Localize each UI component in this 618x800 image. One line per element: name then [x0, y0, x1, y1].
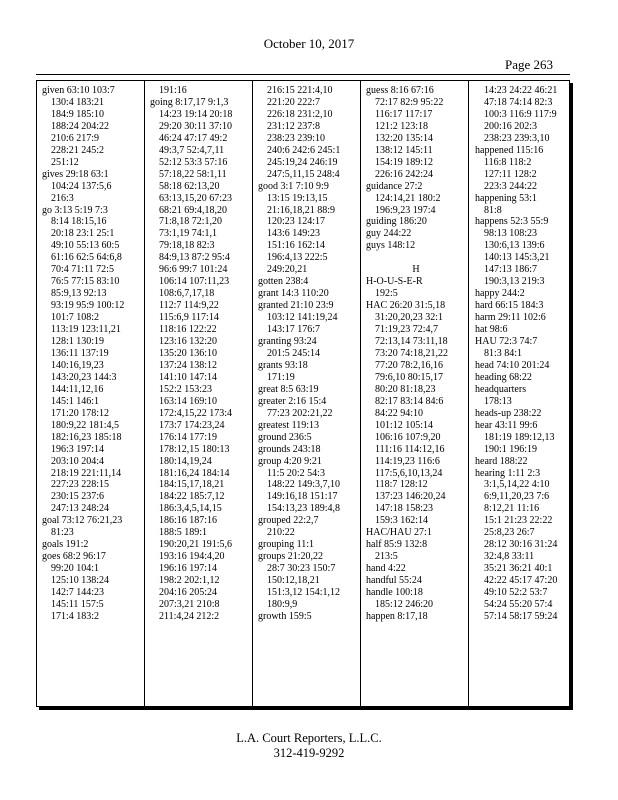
index-entry: happened 115:16	[475, 144, 544, 156]
index-entry-continuation: 137:24 138:12	[159, 359, 218, 371]
index-entry: HAC 26:20 31:5,18	[366, 300, 446, 312]
index-entry-continuation: 230:15 237:6	[51, 491, 105, 503]
index-entry: guess 8:16 67:16	[366, 85, 434, 96]
index-entry-continuation: 103:12 141:19,24	[267, 312, 338, 324]
index-entry: growth 159:5	[258, 610, 312, 622]
index-entry-continuation: 144:11,12,16	[51, 383, 104, 395]
index-entry-continuation: 128:1 130:19	[51, 336, 105, 348]
index-entry-continuation: 204:16 205:24	[159, 587, 218, 599]
index-entry-continuation: 154:19 189:12	[375, 156, 434, 168]
index-entry-continuation: 101:7 108:2	[51, 312, 100, 324]
index-entry-continuation: 52:12 53:3 57:16	[159, 156, 228, 168]
index-entry-continuation: 98:13 108:23	[484, 228, 538, 240]
index-entry-continuation: 13:15 19:13,15	[267, 192, 328, 204]
index-entry: ground 236:5	[258, 431, 312, 443]
index-entry-continuation: 180:14,19,24	[159, 455, 212, 467]
index-entry-continuation: 138:12 145:11	[375, 144, 433, 156]
index-entry-continuation: 216:15 221:4,10	[267, 85, 333, 96]
index-entry-continuation: 49:10 55:13 60:5	[51, 240, 120, 252]
index-entry: happening 53:1	[475, 192, 537, 204]
index-entry-continuation: 124:14,21 180:2	[375, 192, 441, 204]
index-entry: groups 21:20,22	[258, 551, 323, 563]
index-entry: good 3:1 7:10 9:9	[258, 180, 329, 192]
index-entry-continuation: 193:16 194:4,20	[159, 551, 225, 563]
index-entry-continuation: 46:24 47:17 49:2	[159, 132, 228, 144]
index-entry-continuation: 81:23	[51, 527, 74, 539]
index-entry-continuation: 42:22 45:17 47:20	[484, 575, 558, 587]
index-entry-continuation: 249:20,21	[267, 264, 308, 276]
index-entry-continuation: 32:4,8 33:11	[484, 551, 535, 563]
index-entry: happen 8:17,18	[366, 610, 428, 622]
index-entry-continuation: 72:13,14 73:11,18	[375, 336, 448, 348]
index-entry-continuation: 145:11 157:5	[51, 598, 104, 610]
index-entry-continuation: 31:20,20,23 32:1	[375, 312, 444, 324]
index-entry-continuation: 184:9 185:10	[51, 108, 105, 120]
index-section-letter: H	[412, 264, 420, 276]
index-entry-continuation: 188:24 204:22	[51, 120, 110, 132]
index-entry-continuation: 85:9,13 92:13	[51, 288, 107, 300]
index-entry-continuation: 54:24 55:20 57:4	[484, 598, 553, 610]
index-entry-continuation: 63:13,15,20 67:23	[159, 192, 233, 204]
index-entry-continuation: 116:17 117:17	[375, 108, 433, 120]
index-entry-continuation: 171:4 183:2	[51, 610, 100, 622]
index-entry-continuation: 71:8,18 72:1,20	[159, 216, 223, 228]
index-entry-continuation: 115:6,9 117:14	[159, 312, 219, 324]
index-entry-continuation: 143:17 176:7	[267, 324, 321, 336]
index-entry: gotten 238:4	[258, 276, 309, 288]
index-entry-continuation: 141:10 147:14	[159, 371, 218, 383]
footer	[0, 731, 618, 761]
index-entry: guys 148:12	[366, 240, 416, 252]
index-entry-continuation: 184:22 185:7,12	[159, 491, 225, 503]
index-entry: handle 100:18	[366, 587, 423, 599]
index-entry-continuation: 151:16 162:14	[267, 240, 326, 252]
index-entry-continuation: 73:20 74:18,21,22	[375, 347, 449, 359]
index-entry: guidance 27:2	[366, 180, 423, 192]
index-entry: gives 29:18 63:1	[42, 168, 109, 180]
index-entry-continuation: 20:18 23:1 25:1	[51, 228, 115, 240]
index-entry-continuation: 47:18 74:14 82:3	[484, 96, 553, 108]
index-entry-continuation: 136:11 137:19	[51, 347, 109, 359]
index-entry-continuation: 114:19,23 116:6	[375, 455, 440, 467]
index-entry-continuation: 198:2 202:1,12	[159, 575, 220, 587]
index-entry-continuation: 132:20 135:14	[375, 132, 434, 144]
index-entry-continuation: 172:4,15,22 173:4	[159, 407, 233, 419]
index-entry-continuation: 111:16 114:12,16	[375, 443, 445, 455]
index-entry-continuation: 6:9,11,20,23 7:6	[484, 491, 550, 503]
index-entry-continuation: 58:18 62:13,20	[159, 180, 220, 192]
index-entry-continuation: 137:23 146:20,24	[375, 491, 446, 503]
index-entry: hat 98:6	[475, 324, 508, 336]
index-entry-continuation: 149:16,18 151:17	[267, 491, 338, 503]
index-entry: heard 188:22	[475, 455, 528, 467]
index-entry-continuation: 151:3,12 154:1,12	[267, 587, 341, 599]
index-entry-continuation: 130:4 183:21	[51, 96, 105, 108]
index-entry-continuation: 61:16 62:5 64:6,8	[51, 252, 122, 264]
index-entry-continuation: 84:9,13 87:2 95:4	[159, 252, 230, 264]
index-entry-continuation: 247:5,11,15 248:4	[267, 168, 340, 180]
index-entry-continuation: 201:5 245:14	[267, 347, 321, 359]
index-entry-continuation: 218:19 221:11,14	[51, 467, 122, 479]
index-entry-continuation: 182:16,23 185:18	[51, 431, 122, 443]
index-entry-continuation: 120:23 124:17	[267, 216, 326, 228]
index-entry-continuation: 130:6,13 139:6	[484, 240, 545, 252]
index-entry-continuation: 171:20 178:12	[51, 407, 110, 419]
index-entry-continuation: 35:21 36:21 40:1	[484, 563, 553, 575]
index-entry-continuation: 207:3,21 210:8	[159, 598, 220, 610]
index-entry-continuation: 28:7 30:23 150:7	[267, 563, 336, 575]
index-entry-continuation: 73:1,19 74:1,1	[159, 228, 218, 240]
index-entry-continuation: 79:18,18 82:3	[159, 240, 215, 252]
header-date: October 10, 2017	[263, 36, 355, 51]
index-entry-continuation: 118:7 128:12	[375, 479, 428, 491]
index-entry-continuation: 176:14 177:19	[159, 431, 218, 443]
index-entry-continuation: 106:14 107:11,23	[159, 276, 230, 288]
index-entry-continuation: 125:10 138:24	[51, 575, 110, 587]
index-entry-continuation: 127:11 128:2	[484, 168, 537, 180]
index-entry: grant 14:3 110:20	[258, 288, 329, 300]
index-entry: happens 52:3 55:9	[475, 216, 549, 228]
index-entry: heads-up 238:22	[475, 407, 542, 419]
index-entry-continuation: 57:18,22 58:1,11	[159, 168, 227, 180]
index-entry-continuation: 240:6 242:6 245:1	[267, 144, 341, 156]
index-entry-continuation: 184:15,17,18,21	[159, 479, 225, 491]
index-entry	[366, 252, 466, 264]
index-entry-continuation: 196:9,23 197:4	[375, 204, 436, 216]
index-entry: headquarters	[475, 383, 527, 395]
index-entry-continuation: 81:8	[484, 204, 502, 216]
index-entry: greatest 119:13	[258, 419, 320, 431]
index-entry-continuation: 178:13	[484, 395, 512, 407]
index-entry-continuation: 216:3	[51, 192, 74, 204]
index-entry-continuation: 76:5 77:15 83:10	[51, 276, 120, 288]
index-entry-continuation: 196:16 197:14	[159, 563, 218, 575]
index-entry-continuation: 147:13 186:7	[484, 264, 538, 276]
index-entry-continuation: 135:20 136:10	[159, 347, 218, 359]
index-entry-continuation: 93:19 95:9 100:12	[51, 300, 125, 312]
index-entry-continuation: 147:18 158:23	[375, 503, 434, 515]
index-entry: group 4:20 9:21	[258, 455, 322, 467]
column-divider	[360, 81, 361, 706]
index-entry-continuation: 145:1 146:1	[51, 395, 100, 407]
index-entry-continuation: 108:6,7,17,18	[159, 288, 215, 300]
index-entry: grants 93:18	[258, 359, 308, 371]
index-entry-continuation: 196:3 197:14	[51, 443, 105, 455]
index-entry: given 63:10 103:7	[42, 85, 115, 96]
index-entry-continuation: 173:7 174:23,24	[159, 419, 225, 431]
index-entry: harm 29:11 102:6	[475, 312, 546, 324]
index-entry-continuation: 226:16 242:24	[375, 168, 434, 180]
index-entry: go 3:13 5:19 7:3	[42, 204, 108, 216]
index-entry: goal 73:12 76:21,23	[42, 515, 123, 527]
footer-company: L.A. Court Reporters, L.L.C.	[236, 731, 382, 745]
index-entry-continuation: 77:23 202:21,22	[267, 407, 333, 419]
index-entry: guy 244:22	[366, 228, 412, 240]
index-entry-continuation: 104:24 137:5,6	[51, 180, 112, 192]
index-entry: handful 55:24	[366, 575, 422, 587]
index-entry-continuation: 121:2 123:18	[375, 120, 429, 132]
index-entry: greater 2:16 15:4	[258, 395, 327, 407]
index-entry: hard 66:15 184:3	[475, 300, 544, 312]
index-entry-continuation: 210:6 217:9	[51, 132, 100, 144]
index-entry-continuation: 49:3,7 52:4,7,11	[159, 144, 225, 156]
index-entry-continuation: 106:16 107:9,20	[375, 431, 441, 443]
index-entry-continuation: 68:21 69:4,18,20	[159, 204, 228, 216]
index-entry-continuation: 14:23 24:22 46:21	[484, 85, 558, 96]
index-entry-continuation: 8:14 18:15,16	[51, 216, 107, 228]
index-entry-continuation: 211:4,24 212:2	[159, 610, 220, 622]
index-entry-continuation: 231:12 237:8	[267, 120, 321, 132]
index-entry-continuation: 186:16 187:16	[159, 515, 218, 527]
index-entry: granting 93:24	[258, 336, 317, 348]
index-entry-continuation: 186:3,4,5,14,15	[159, 503, 222, 515]
index-entry-continuation: 196:4,13 222:5	[267, 252, 328, 264]
index-entry-continuation: 28:12 30:16 31:24	[484, 539, 558, 551]
index-entry-continuation: 82:17 83:14 84:6	[375, 395, 444, 407]
index-entry-continuation: 112:7 114:9,22	[159, 300, 219, 312]
index-column-4	[366, 85, 466, 704]
index-column-2	[150, 85, 250, 704]
footer-phone: 312-419-9292	[273, 746, 345, 760]
index-entry-continuation: 84:22 94:10	[375, 407, 424, 419]
index-entry-continuation: 238:23 239:10	[267, 132, 326, 144]
column-divider	[252, 81, 253, 706]
index-entry-continuation: 203:10 204:4	[51, 455, 105, 467]
header-rule	[36, 74, 570, 75]
index-entry-continuation: 190:1 196:19	[484, 443, 538, 455]
index-entry-continuation: 29:20 30:11 37:10	[159, 120, 232, 132]
index-entry-continuation: 178:12,15 180:13	[159, 443, 230, 455]
index-entry-continuation: 72:17 82:9 95:22	[375, 96, 444, 108]
index-entry-continuation: 113:19 123:11,21	[51, 324, 121, 336]
index-column-3	[258, 85, 358, 704]
index-entry-continuation: 210:22	[267, 527, 295, 539]
index-entry-continuation: 181:16,24 184:14	[159, 467, 230, 479]
index-entry: granted 21:10 23:9	[258, 300, 334, 312]
index-entry: HAU 72:3 74:7	[475, 336, 538, 348]
index-entry-continuation: 181:19 189:12,13	[484, 431, 555, 443]
index-entry-continuation: 191:16	[159, 85, 187, 96]
index-entry-continuation: 117:5,6,10,13,24	[375, 467, 443, 479]
index-entry: HAC/HAU 27:1	[366, 527, 432, 539]
index-entry-continuation: 96:6 99:7 101:24	[159, 264, 228, 276]
index-entry: hand 4:22	[366, 563, 406, 575]
index-entry-continuation: 77:20 78:2,16,16	[375, 359, 444, 371]
index-entry-continuation: 148:22 149:3,7,10	[267, 479, 341, 491]
index-entry-continuation: 188:5 189:1	[159, 527, 208, 539]
index-entry-continuation: 57:14 58:17 59:24	[484, 610, 558, 622]
index-entry-continuation: 228:21 245:2	[51, 144, 105, 156]
index-entry-continuation: 15:1 21:23 22:22	[484, 515, 553, 527]
index-entry-continuation: 116:8 118:2	[484, 156, 532, 168]
index-entry: hearing 1:11 2:3	[475, 467, 541, 479]
index-entry-continuation: 163:14 169:10	[159, 395, 218, 407]
index-entry-continuation: 223:3 244:22	[484, 180, 538, 192]
index-entry-continuation: 100:3 116:9 117:9	[484, 108, 557, 120]
index-entry: grouped 22:2,7	[258, 515, 319, 527]
index-entry-continuation: 190:20,21 191:5,6	[159, 539, 233, 551]
index-entry-continuation: 123:16 132:20	[159, 336, 218, 348]
index-entry-continuation: 180:9,22 181:4,5	[51, 419, 120, 431]
index-entry-continuation: 8:12,21 11:16	[484, 503, 540, 515]
index-column-1	[42, 85, 141, 704]
index-entry-continuation: 185:12 246:20	[375, 598, 434, 610]
index-entry-continuation: 99:20 104:1	[51, 563, 100, 575]
page-number: Page 263	[505, 57, 554, 72]
index-entry-continuation: 142:7 144:23	[51, 587, 105, 599]
index-entry-continuation: 251:12	[51, 156, 79, 168]
column-divider	[468, 81, 469, 706]
index-entry-continuation: 25:8,23 26:7	[484, 527, 535, 539]
index-entry-continuation: 152:2 153:23	[159, 383, 213, 395]
index-entry-continuation: 14:23 19:14 20:18	[159, 108, 233, 120]
index-entry-continuation: 245:19,24 246:19	[267, 156, 338, 168]
index-entry: H-O-U-S-E-R	[366, 276, 423, 288]
index-entry-continuation: 143:6 149:23	[267, 228, 321, 240]
index-entry-continuation: 101:12 105:14	[375, 419, 434, 431]
index-entry: goals 191:2	[42, 539, 89, 551]
index-entry-continuation: 180:9,9	[267, 598, 298, 610]
index-entry-continuation: 140:13 145:3,21	[484, 252, 550, 264]
index-entry: grounds 243:18	[258, 443, 321, 455]
index-entry-continuation: 3:1,5,14,22 4:10	[484, 479, 550, 491]
index-entry-continuation: 227:23 228:15	[51, 479, 110, 491]
index-entry-continuation: 159:3 162:14	[375, 515, 429, 527]
index-entry-continuation: 70:4 71:11 72:5	[51, 264, 114, 276]
index-entry-continuation: 171:19	[267, 371, 295, 383]
index-column-5	[475, 85, 569, 704]
index-entry: grouping 11:1	[258, 539, 315, 551]
index-entry-continuation: 11:5 20:2 54:3	[267, 467, 325, 479]
index-entry-continuation: 192:5	[375, 288, 398, 300]
index-entry-continuation: 200:16 202:3	[484, 120, 538, 132]
index-entry-continuation: 247:13 248:24	[51, 503, 110, 515]
index-entry-continuation: 80:20 81:18,23	[375, 383, 436, 395]
index-entry-continuation: 213:5	[375, 551, 398, 563]
word-index-box	[36, 80, 570, 707]
index-entry-continuation: 150:12,18,21	[267, 575, 320, 587]
index-entry: goes 68:2 96:17	[42, 551, 106, 563]
index-entry: great 8:5 63:19	[258, 383, 319, 395]
index-entry-continuation: 221:20 222:7	[267, 96, 321, 108]
index-entry-continuation: 154:13,23 189:4,8	[267, 503, 341, 515]
index-entry-continuation: 190:3,13 219:3	[484, 276, 545, 288]
index-entry-continuation: 71:19,23 72:4,7	[375, 324, 439, 336]
index-entry-continuation: 226:18 231:2,10	[267, 108, 333, 120]
index-entry: happy 244:2	[475, 288, 525, 300]
index-entry: half 85:9 132:8	[366, 539, 428, 551]
index-entry-continuation: 81:3 84:1	[484, 347, 523, 359]
index-entry-continuation: 118:16 122:22	[159, 324, 217, 336]
index-entry-continuation: 238:23 239:3,10	[484, 132, 550, 144]
index-entry-continuation: 21:16,18,21 88:9	[267, 204, 336, 216]
index-entry: going 8:17,17 9:1,3	[150, 96, 229, 108]
column-divider	[144, 81, 145, 706]
index-entry: hear 43:11 99:6	[475, 419, 538, 431]
index-entry-continuation: 140:16,19,23	[51, 359, 104, 371]
index-entry-continuation: 49:10 52:2 53:7	[484, 587, 548, 599]
index-entry: heading 68:22	[475, 371, 532, 383]
index-entry: guiding 186:20	[366, 216, 427, 228]
index-entry-continuation: 79:6,10 80:15,17	[375, 371, 444, 383]
index-entry-continuation: 143:20,23 144:3	[51, 371, 117, 383]
index-entry: head 74:10 201:24	[475, 359, 550, 371]
